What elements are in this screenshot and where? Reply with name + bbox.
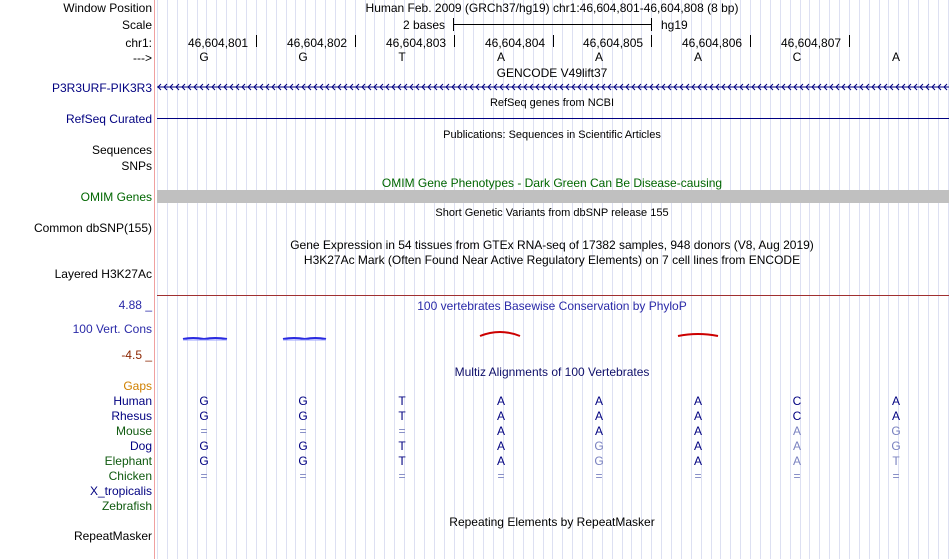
aligned-base: A — [891, 409, 900, 423]
aligned-base: = — [200, 424, 208, 438]
scale-bar-right-end — [651, 18, 652, 31]
reference-base: G — [199, 50, 209, 64]
aligned-base: G — [199, 394, 209, 408]
ruler-position: 46,604,802 — [287, 36, 348, 50]
scale-value: 2 bases — [403, 18, 446, 32]
gencode-gene-model[interactable] — [157, 80, 949, 94]
aligned-base: G — [594, 454, 604, 468]
reference-base: G — [298, 50, 308, 64]
aligned-base: A — [792, 424, 801, 438]
aligned-base: G — [594, 439, 604, 453]
ruler-tick — [256, 35, 257, 47]
aligned-base: A — [496, 409, 505, 423]
ruler-position: 46,604,805 — [583, 36, 644, 50]
aligned-base: A — [594, 409, 603, 423]
omim-track-title: OMIM Gene Phenotypes - Dark Green Can Be Disease-causing — [381, 176, 723, 190]
aligned-base: A — [594, 424, 603, 438]
scale-assembly: hg19 — [661, 18, 688, 32]
ruler-tick — [849, 35, 850, 47]
aligned-base: A — [496, 439, 505, 453]
conservation-min-label: -4.5 _ — [121, 348, 152, 362]
omim-genes-label[interactable]: OMIM Genes — [80, 190, 152, 204]
aligned-base: T — [398, 409, 406, 423]
aligned-base: = — [398, 469, 406, 483]
aligned-base: G — [891, 439, 901, 453]
aligned-base: A — [693, 424, 702, 438]
aligned-base: = — [398, 424, 406, 438]
aligned-base: G — [891, 424, 901, 438]
aligned-base: = — [497, 469, 505, 483]
gene-strand-arrows — [157, 80, 949, 94]
species-label-x_tropicalis[interactable]: X_tropicalis — [89, 484, 152, 498]
aligned-base: A — [496, 394, 505, 408]
aligned-base: A — [693, 454, 702, 468]
aligned-base: = — [299, 469, 307, 483]
aligned-base: T — [398, 439, 406, 453]
aligned-base: A — [693, 409, 702, 423]
species-label-elephant[interactable]: Elephant — [104, 454, 152, 468]
aligned-base: A — [594, 394, 603, 408]
repeatmasker-track-title: Repeating Elements by RepeatMasker — [449, 515, 655, 529]
dbsnp-track-title: Short Genetic Variants from dbSNP release 155 — [435, 207, 669, 219]
h3k27ac-signal-baseline[interactable] — [157, 295, 949, 296]
h3k27ac-track-title: H3K27Ac Mark (Often Found Near Active Regulatory Elements) on 7 cell lines from ENCODE — [303, 253, 801, 267]
snps-label[interactable]: SNPs — [121, 159, 152, 173]
sequences-label[interactable]: Sequences — [91, 143, 152, 157]
ruler-position: 46,604,807 — [781, 36, 842, 50]
aligned-base: = — [299, 424, 307, 438]
phylop-negative-peaks — [183, 338, 326, 340]
aligned-base: T — [398, 394, 406, 408]
species-label-zebrafish[interactable]: Zebrafish — [101, 499, 152, 513]
ruler-tick — [651, 35, 652, 47]
aligned-base: A — [496, 454, 505, 468]
aligned-base: G — [298, 409, 308, 423]
phylop-positive-peaks — [480, 332, 718, 336]
ruler-position: 46,604,804 — [485, 36, 546, 50]
conservation-track-title: 100 vertebrates Basewise Conservation by PhyloP — [417, 299, 687, 313]
species-label-chicken[interactable]: Chicken — [108, 469, 152, 483]
aligned-base: C — [792, 394, 802, 408]
reference-base: A — [693, 50, 702, 64]
scale-bar — [453, 24, 651, 25]
ruler-tick — [355, 35, 356, 47]
strand-label: ---> — [133, 51, 152, 65]
aligned-base: = — [694, 469, 702, 483]
aligned-base: G — [199, 409, 209, 423]
scale-label: Scale — [121, 18, 152, 32]
omim-phenotype-bar[interactable] — [157, 190, 949, 203]
aligned-base: G — [298, 394, 308, 408]
species-label-human[interactable]: Human — [113, 394, 152, 408]
gtex-track-title: Gene Expression in 54 tissues from GTEx RNA-seq of 17382 samples, 948 donors (V8, Aug 2019) — [290, 238, 814, 252]
refseq-gene-line[interactable] — [157, 118, 949, 119]
ruler-position: 46,604,806 — [682, 36, 743, 50]
reference-base: T — [398, 50, 406, 64]
ruler-position: 46,604,803 — [386, 36, 447, 50]
ruler-tick — [553, 35, 554, 47]
100-vert-cons-label[interactable]: 100 Vert. Cons — [72, 322, 152, 336]
aligned-base: = — [200, 469, 208, 483]
aligned-base: G — [298, 439, 308, 453]
scale-bar-left-end — [453, 18, 454, 31]
common-dbsnp-label[interactable]: Common dbSNP(155) — [33, 221, 152, 235]
aligned-base: A — [792, 439, 801, 453]
window-position-value: Human Feb. 2009 (GRCh37/hg19) chr1:46,604,801-46,604,808 (8 bp) — [365, 1, 739, 15]
reference-base: A — [891, 50, 900, 64]
refseq-track-title: RefSeq genes from NCBI — [489, 97, 615, 109]
ruler-position: 46,604,801 — [188, 36, 249, 50]
chromosome-label: chr1: — [125, 36, 152, 50]
aligned-base: T — [398, 454, 406, 468]
layered-h3k27ac-label[interactable]: Layered H3K27Ac — [54, 267, 152, 281]
aligned-base: A — [891, 394, 900, 408]
repeatmasker-label[interactable]: RepeatMasker — [73, 529, 152, 543]
refseq-curated-label[interactable]: RefSeq Curated — [65, 112, 152, 126]
gencode-gene-label[interactable]: P3R3URF-PIK3R3 — [51, 81, 152, 95]
window-position-label: Window Position — [63, 1, 152, 15]
aligned-base: C — [792, 409, 802, 423]
aligned-base: G — [199, 439, 209, 453]
multiz-track-title: Multiz Alignments of 100 Vertebrates — [454, 365, 650, 379]
label-column-divider[interactable] — [154, 0, 155, 559]
reference-base: A — [594, 50, 603, 64]
aligned-base: A — [496, 424, 505, 438]
aligned-base: = — [793, 469, 801, 483]
species-label-rhesus[interactable]: Rhesus — [111, 409, 152, 423]
gencode-track-title: GENCODE V49lift37 — [496, 66, 608, 80]
aligned-base: G — [298, 454, 308, 468]
phylop-conservation-plot[interactable] — [157, 326, 949, 346]
aligned-base: A — [792, 454, 801, 468]
reference-base: A — [496, 50, 505, 64]
species-label-mouse[interactable]: Mouse — [115, 424, 152, 438]
conservation-max-label: 4.88 _ — [118, 298, 152, 312]
ruler-tick — [750, 35, 751, 47]
aligned-base: = — [595, 469, 603, 483]
reference-base: C — [792, 50, 802, 64]
aligned-base: A — [693, 439, 702, 453]
aligned-base: T — [892, 454, 900, 468]
ruler-tick — [454, 35, 455, 47]
species-label-dog[interactable]: Dog — [129, 439, 152, 453]
publications-track-title: Publications: Sequences in Scientific Articles — [443, 129, 661, 141]
gaps-label[interactable]: Gaps — [123, 379, 152, 393]
aligned-base: = — [892, 469, 900, 483]
aligned-base: G — [199, 454, 209, 468]
aligned-base: A — [693, 394, 702, 408]
